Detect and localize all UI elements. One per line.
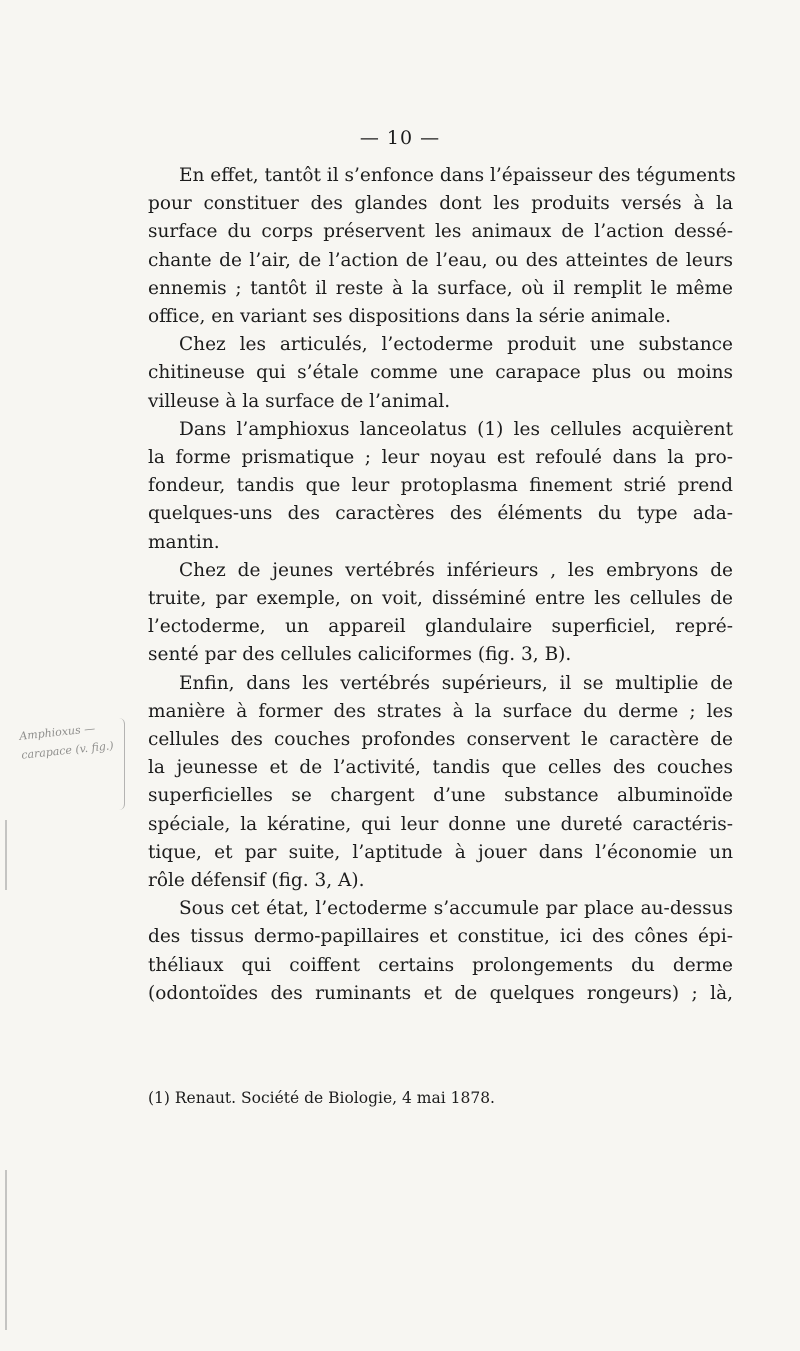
text-line: chitineuse qui s’étale comme une carapace plus ou moins [148,362,733,384]
text-line: superficielles se chargent d’une substance albuminoïde [148,785,733,807]
text-line: (odontoïdes des ruminants et de quelques rongeurs) ; là, [148,982,733,1004]
text-line: Dans l’amphioxus lanceolatus (1) les cellules acquièrent [179,418,733,440]
text-line: spéciale, la kératine, qui leur donne une dureté caractéris- [148,813,733,835]
handwritten-margin-note: Amphioxus — carapace (v. fig.) [18,721,115,762]
text-line: Sous cet état, l’ectoderme s’accumule par place au-dessus [179,898,733,920]
text-line: tique, et par suite, l’aptitude à jouer dans l’économie un [148,841,733,863]
text-line: pour constituer des glandes dont les produits versés à la [148,193,733,215]
text-line: Chez de jeunes vertébrés inférieurs , les embryons de [179,559,733,581]
text-line: truite, par exemple, on voit, disséminé entre les cellules de [148,588,733,610]
text-line: Enfin, dans les vertébrés supérieurs, il se multiplie de [179,672,733,694]
text-line: senté par des cellules caliciformes (fig. 3, B). [148,644,572,666]
text-line: l’ectoderme, un appareil glandulaire superficiel, repré- [148,616,733,638]
text-line: Chez les articulés, l’ectoderme produit une substance [179,334,733,356]
text-line: surface du corps préservent les animaux de l’action dessé- [148,221,733,243]
edge-mark [5,1170,7,1330]
text-line: la forme prismatique ; leur noyau est refoulé dans la pro- [148,447,733,469]
text-line: théliaux qui coiffent certains prolongements du derme [148,954,733,976]
text-line: mantin. [148,531,220,553]
footnote: (1) Renaut. Société de Biologie, 4 mai 1878. [148,1089,495,1107]
text-line: des tissus dermo-papillaires et constitue, ici des cônes épi- [148,926,733,948]
text-line: En effet, tantôt il s’enfonce dans l’épaisseur des téguments [179,165,736,186]
text-line: la jeunesse et de l’activité, tandis que celles des couches [148,757,733,779]
edge-mark [5,820,7,890]
text-line: office, en variant ses dispositions dans la série animale. [148,306,671,328]
text-line: villeuse à la surface de l’animal. [148,390,451,412]
text-line: rôle défensif (fig. 3, A). [148,870,365,892]
text-line: chante de l’air, de l’action de l’eau, ou des atteintes de leurs [148,249,733,271]
page-number: — 10 — [359,127,441,149]
text-line: ennemis ; tantôt il reste à la surface, où il remplit le même [148,277,733,299]
text-line: manière à former des strates à la surface du derme ; les [148,700,733,722]
text-line: cellules des couches profondes conservent le caractère de [148,729,733,751]
text-line: quelques-uns des caractères des éléments du type ada- [148,503,733,525]
text-line: fondeur, tandis que leur protoplasma finement strié prend [148,475,733,497]
body-text [148,162,736,1008]
